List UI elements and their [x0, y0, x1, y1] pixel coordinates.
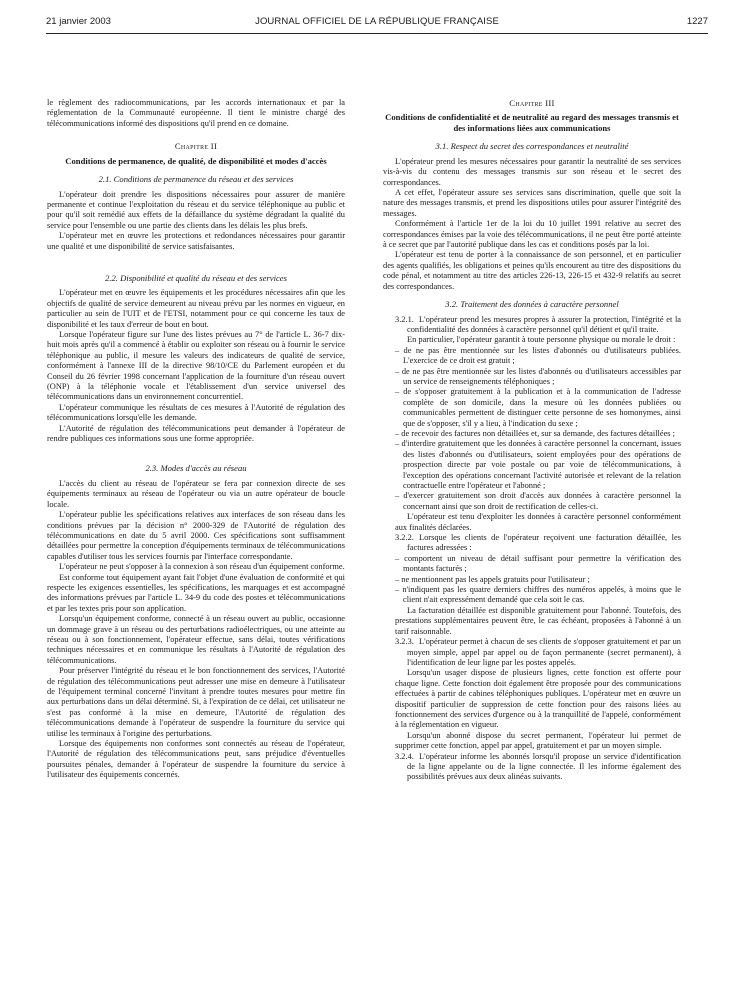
paragraph: L'Autorité de régulation des télécommunications peut demander à l'opérateur de rendre publiques ces informations sous une forme appropriée. [47, 423, 345, 444]
clause-number: 3.2.3. [395, 637, 414, 647]
left-column [47, 98, 345, 781]
issue-date: 21 janvier 2003 [46, 16, 111, 27]
numbered-paragraph [383, 637, 681, 668]
paragraph: En particulier, l'opérateur garantit à toute personne physique ou morale le droit : [407, 335, 676, 345]
paragraph: L'accès du client au réseau de l'opérateur se fera par connexion directe de ses équipements terminaux au réseau de l'opérateur ou via un autre opérateur de boucle locale. [47, 478, 345, 509]
journal-title: JOURNAL OFFICIEL DE LA RÉPUBLIQUE FRANÇAISE [255, 16, 499, 27]
section-heading: 2.3. Modes d'accès au réseau [145, 463, 247, 474]
header-rule [46, 33, 708, 34]
paragraph: L'opérateur est tenu de porter à la connaissance de son personnel, et en particulier des agents qualifiés, les obligations et peines qu'ils encourent au titre des dispositions du code pénal, et notamment au titre des articles 226-13, 226-15 et 432-9 relatifs au secret des correspondances. [383, 250, 681, 291]
numbered-paragraph [383, 533, 681, 554]
clause-text: L'opérateur informe les abonnés lorsqu'il propose un service d'identification de la ligne appelante ou de la ligne connectée. Il les informe également des possibilités prévues aux deux alinéas suivants. [407, 751, 681, 782]
paragraph: L'opérateur met en œuvre les équipements et les procédures nécessaires afin que les objectifs de qualité de service demeurent au niveau prévu par les normes en vigueur, en particulier au sein de l'UIT et de l'ETSI, notamment pour ce qui concerne les taux de disponibilité et les taux d'erreur de bout en bout. [47, 288, 345, 329]
paragraph: A cet effet, l'opérateur assure ses services sans discrimination, quelle que soit la nature des messages transmis, et prend les dispositions utiles pour assurer l'intégrité des messages. [383, 188, 681, 218]
right-column [383, 98, 681, 783]
paragraph: Lorsqu'un équipement conforme, connecté à un réseau ouvert au public, occasionne un dommage grave à un réseau ou des perturbations radioélectriques, ou une atteinte au réseau ou à son fonctionnement, l'opérateur effectue, sans délai, toutes vérifications techniques nécessaires et en communique les résultats à l'Autorité de régulation des télécommunications. [47, 614, 345, 665]
list-item: – de ne pas être mentionnée sur les listes d'abonnés ou d'utilisateurs publiées. L'exercice de ce droit est gratuit ; [395, 345, 681, 366]
section-heading: 2.2. Disponibilité et qualité du réseau et des services [105, 272, 287, 283]
page-header [46, 16, 708, 30]
clause-text: L'opérateur permet à chacun de ses clients de s'opposer gratuitement et par un moyen simple, appel par appel ou de façon permanente (secret permanent), à l'identification de leur ligne par les postes appelés. [407, 637, 681, 667]
paragraph: L'opérateur doit prendre les dispositions nécessaires pour assurer de manière permanente et continue l'exploitation du réseau et du service téléphonique au public et pour qu'il soit remédié aux effets de la défaillance du système dégradant la qualité du service pour l'ensemble ou une partie des clients dans les délais les plus brefs. [47, 189, 345, 230]
list-item: – d'exercer gratuitement son droit d'accès aux données à caractère personnel la concernant ainsi que son droit de rectification de celles-ci. [395, 491, 681, 511]
page-number: 1227 [686, 16, 708, 27]
paragraph: L'opérateur publie les spécifications relatives aux interfaces de son réseau dans les conditions prévues par la décision n° 2000-329 de l'Autorité de régulation des télécommunications en date du 5 avril 2000. Ces spécifications sont suffisamment détaillées pour permettre la conception d'équipements terminaux de télécommunications capables d'utiliser tous les services fournis par l'interface correspondante. [47, 510, 345, 561]
paragraph: Lorsque l'opérateur figure sur l'une des listes prévues au 7° de l'article L. 36-7 dix-huit mois après qu'il a commencé à établir ou exploiter son réseau ou à fournir le service téléphonique au public, il mesure les valeurs des indicateurs de qualité de service, conformément à l'annexe III de la directive 98/10/CE du Parlement européen et du Conseil du 26 février 1998 concernant l'application de la fourniture d'un réseau ouvert (ONP) à la téléphonie vocale et l'établissement d'un service universel des télécommunications dans un environnement concurrentiel. [47, 330, 345, 402]
list-item: – comportent un niveau de détail suffisant pour permettre la vérification des montants facturés ; [395, 553, 681, 574]
clause-number: 3.2.2. [395, 533, 414, 543]
paragraph: L'opérateur ne peut s'opposer à la connexion à son réseau d'un équipement conforme. [59, 562, 345, 572]
paragraph: L'opérateur prend les mesures nécessaires pour garantir la neutralité de ses services vis-à-vis du contenu des messages transmis sur son réseau et le secret des correspondances. [383, 156, 681, 187]
paragraph: L'opérateur est tenu d'exploiter les données à caractère personnel conformément aux finalités déclarées. [395, 512, 681, 532]
chapter-title: Conditions de permanence, de qualité, de disponibilité et modes d'accès [65, 155, 327, 166]
clause-text: L'opérateur prend les mesures propres à assurer la protection, l'intégrité et la confidentialité des données à caractère personnel qu'il détient et qu'il traite. [407, 314, 681, 334]
paragraph: Lorsque des équipements non conformes sont connectés au réseau de l'opérateur, l'Autorité de régulation des télécommunications peut, sans préjudice d'éventuelles poursuites pénales, demander à l'opérateur de suspendre la fourniture du service à l'utilisateur des équipements concernés. [47, 739, 345, 780]
invoice-list [395, 554, 681, 606]
paragraph: Conformément à l'article 1er de la loi du 10 juillet 1991 relative au secret des correspondances émises par la voie des télécommunications, il ne peut être porté atteinte à ce secret que par l'autorité publique dans les cas et conditions posés par la loi. [383, 219, 681, 250]
section-heading: 3.1. Respect du secret des correspondances et neutralité [435, 141, 629, 152]
chapter-heading: Chapitre II [174, 141, 218, 152]
clause-number: 3.2.1. [395, 314, 414, 324]
chapter-title: Conditions de confidentialité et de neutralité au regard des messages transmis et des informations liées aux communications [385, 112, 679, 133]
paragraph: Pour préserver l'intégrité du réseau et le bon fonctionnement des services, l'Autorité de régulation des télécommunications peut adresser une mise en demeure à l'utilisateur de l'équipement terminal concerné l'invitant à prendre toutes mesures pour mettre fin aux perturbations dans un délai déterminé. Si, à l'expiration de ce délai, cet utilisateur ne s'est pas conformé à la mise en demeure, l'Autorité de régulation des télécommunications demande à l'opérateur de suspendre la fourniture du service qui utilise les terminaux à l'origine des perturbations. [47, 666, 345, 738]
section-heading: 3.2. Traitement des données à caractère personnel [445, 299, 619, 310]
paragraph: L'opérateur met en œuvre les protections et redondances nécessaires pour garantir une qualité et une disponibilité de service satisfaisantes. [47, 231, 345, 251]
chapter-heading: Chapitre III [509, 98, 555, 108]
list-item: – de recevoir des factures non détaillées et, sur sa demande, des factures détaillées ; [395, 428, 675, 438]
paragraph: Lorsqu'un abonné dispose du secret permanent, l'opérateur lui permet de supprimer cette fonction, appel par appel, gratuitement et par un moyen simple. [395, 730, 681, 751]
list-item: – d'interdire gratuitement que les données à caractère personnel la concernant, issues des listes d'abonnés ou d'utilisateurs, soient employées pour des opérations de prospection directe par voie postale ou par voie de télécommunications, à l'exception des opérations concernant l'activité autorisée et relevant de la relation contractuelle entre l'opérateur et l'abonné ; [395, 439, 681, 490]
spacer [47, 252, 345, 266]
section-heading: 2.1. Conditions de permanence du réseau et des services [98, 174, 294, 185]
paragraph: le règlement des radiocommunications, par les accords internationaux et par la réglementation de la Communauté européenne. Il tient le ministre chargé des télécommunications informé des dispositions qu'il prend en ce domaine. [47, 98, 345, 128]
numbered-paragraph [383, 752, 681, 783]
paragraph: Est conforme tout équipement ayant fait l'objet d'une évaluation de conformité et qui respecte les exigences essentielles, les spécifications, les marquages et est accompagné des informations prévues par l'article L. 34-9 du code des postes et télécommunications et par les textes pris pour son application. [47, 572, 345, 613]
list-item: – de ne pas être mentionnée sur les listes d'abonnés ou d'utilisateurs accessibles par un service de renseignements téléphoniques ; [395, 366, 681, 386]
list-item: – n'indiquent pas les quatre derniers chiffres des numéros appelés, à moins que le client n'ait expressément demandé que cela soit le cas. [395, 585, 681, 605]
paragraph: La facturation détaillée est disponible gratuitement pour l'abonné. Toutefois, des prestations supplémentaires peuvent être, le cas échéant, proposées à l'abonné à un tarif raisonnable. [395, 605, 681, 636]
paragraph: Lorsqu'un usager dispose de plusieurs lignes, cette fonction est offerte pour chaque ligne. Cette fonction doit également être proposée pour des communications effectuées à partir de cabines téléphoniques publiques. L'opérateur met en œuvre un dispositif particulier de suppression de cette fonction pour des raisons liées au fonctionnement des services d'urgence ou à la tranquillité de l'appelé, conformément à la réglementation en vigueur. [395, 668, 681, 730]
rights-list [395, 346, 681, 513]
numbered-paragraph [383, 315, 681, 336]
paragraph: L'opérateur communique les résultats de ces mesures à l'Autorité de régulation des télécommunications lorsqu'elle les demande. [47, 402, 345, 423]
spacer [47, 444, 345, 456]
clause-text: Lorsque les clients de l'opérateur reçoivent une facturation détaillée, les factures adressées : [407, 533, 681, 553]
list-item: – ne mentionnent pas les appels gratuits pour l'utilisateur ; [395, 574, 590, 584]
list-item: – de s'opposer gratuitement à la publication et à la communication de l'adresse complète de son domicile, dans la mesure où les données publiées ou communicables permettent de distinguer cette personne de ses homonymes, ainsi que de s'opposer, s'il y a lieu, à l'indication du sexe ; [395, 387, 681, 428]
clause-number: 3.2.4. [395, 751, 414, 761]
